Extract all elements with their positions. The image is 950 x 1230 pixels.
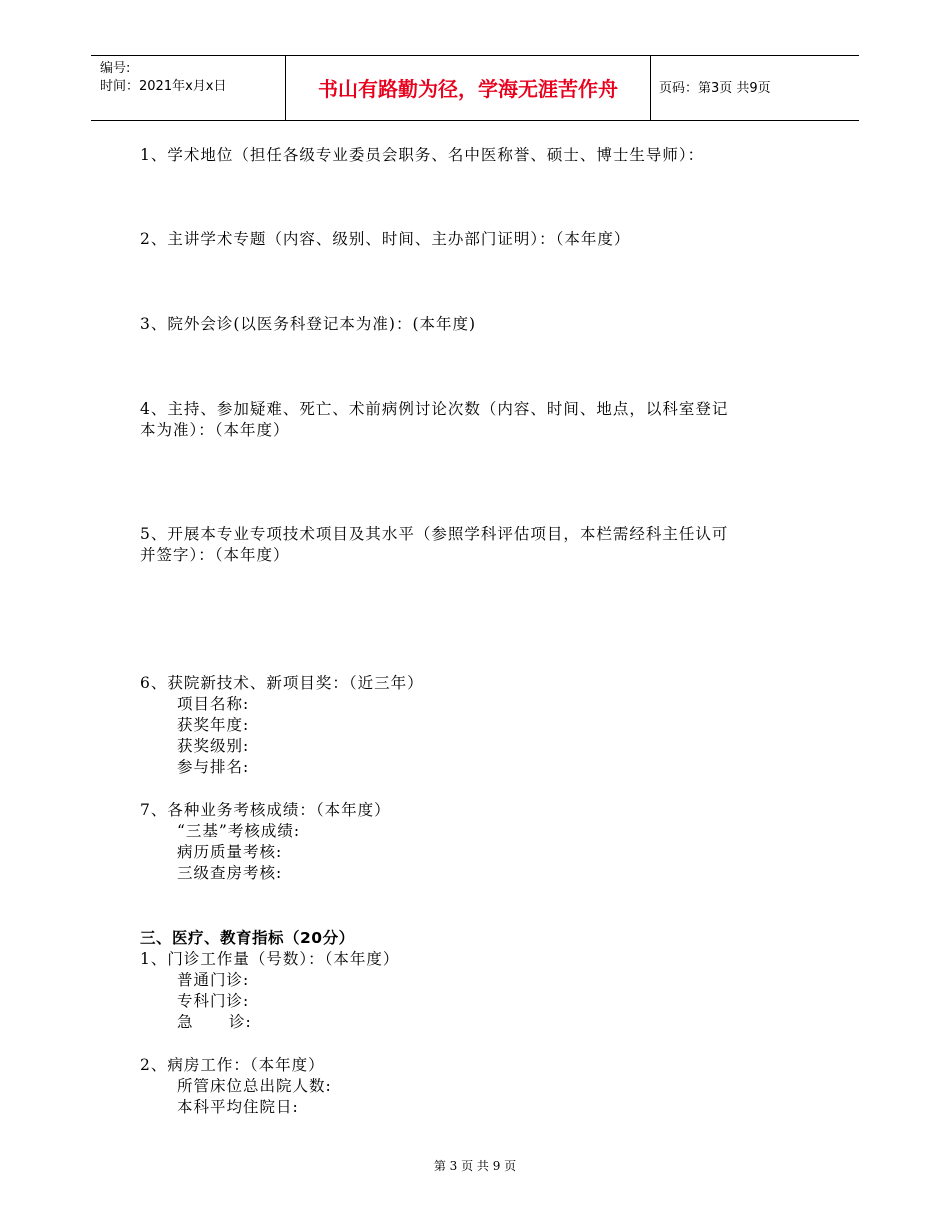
item-6-award-level: 获奖级别: bbox=[177, 737, 250, 755]
item-5-line-1: 5、开展本专业专项技术项目及其水平（参照学科评估项目，本栏需经科主任认可 bbox=[140, 525, 729, 543]
item-6: 6、获院新技术、新项目奖：（近三年） bbox=[140, 674, 424, 692]
item-5-line-2: 并签字）：（本年度） bbox=[140, 546, 290, 564]
outpatient-emergency: 急 诊: bbox=[177, 1013, 252, 1031]
average-stay: 本科平均住院日: bbox=[177, 1098, 299, 1116]
item-7-ward-round: 三级查房考核: bbox=[177, 864, 283, 882]
item-7-sanji-score: “三基”考核成绩: bbox=[177, 822, 301, 840]
discharged-patients: 所管床位总出院人数: bbox=[177, 1077, 332, 1095]
item-7-record-quality: 病历质量考核: bbox=[177, 843, 283, 861]
header-motto: 书山有路勤为径，学海无涯苦作舟 bbox=[318, 77, 618, 101]
header-number-label: 编号: bbox=[100, 61, 131, 76]
item-3: 3、院外会诊(以医务科登记本为准)：(本年度) bbox=[140, 315, 477, 333]
outpatient-specialist: 专科门诊: bbox=[177, 992, 250, 1010]
section-3-item-2: 2、病房工作：（本年度） bbox=[140, 1056, 325, 1074]
page-footer: 第 3 页 共 9 页 bbox=[433, 1159, 517, 1173]
outpatient-general: 普通门诊: bbox=[177, 971, 250, 989]
header-meta bbox=[100, 60, 226, 96]
item-7: 7、各种业务考核成绩：（本年度） bbox=[140, 801, 391, 819]
item-6-ranking: 参与排名: bbox=[177, 758, 250, 776]
header-time-label: 时间：2021年x月x日 bbox=[100, 79, 227, 94]
item-6-award-year: 获奖年度: bbox=[177, 716, 250, 734]
header-divider-right bbox=[650, 56, 651, 121]
page-header bbox=[91, 55, 859, 121]
header-page-info: 页码：第3页 共9页 bbox=[659, 81, 771, 96]
item-4-line-1: 4、主持、参加疑难、死亡、术前病例讨论次数（内容、时间、地点，以科室登记 bbox=[140, 400, 729, 418]
item-4-line-2: 本为准）：（本年度） bbox=[140, 421, 290, 439]
item-6-project-name: 项目名称: bbox=[177, 695, 250, 713]
section-3-item-1: 1、门诊工作量（号数）：（本年度） bbox=[140, 950, 400, 968]
item-2: 2、主讲学术专题（内容、级别、时间、主办部门证明）：（本年度） bbox=[140, 230, 631, 248]
section-3-title: 三、医疗、教育指标（20分） bbox=[140, 929, 355, 947]
item-1: 1、学术地位（担任各级专业委员会职务、名中医称誉、硕士、博士生导师）： bbox=[140, 146, 705, 164]
